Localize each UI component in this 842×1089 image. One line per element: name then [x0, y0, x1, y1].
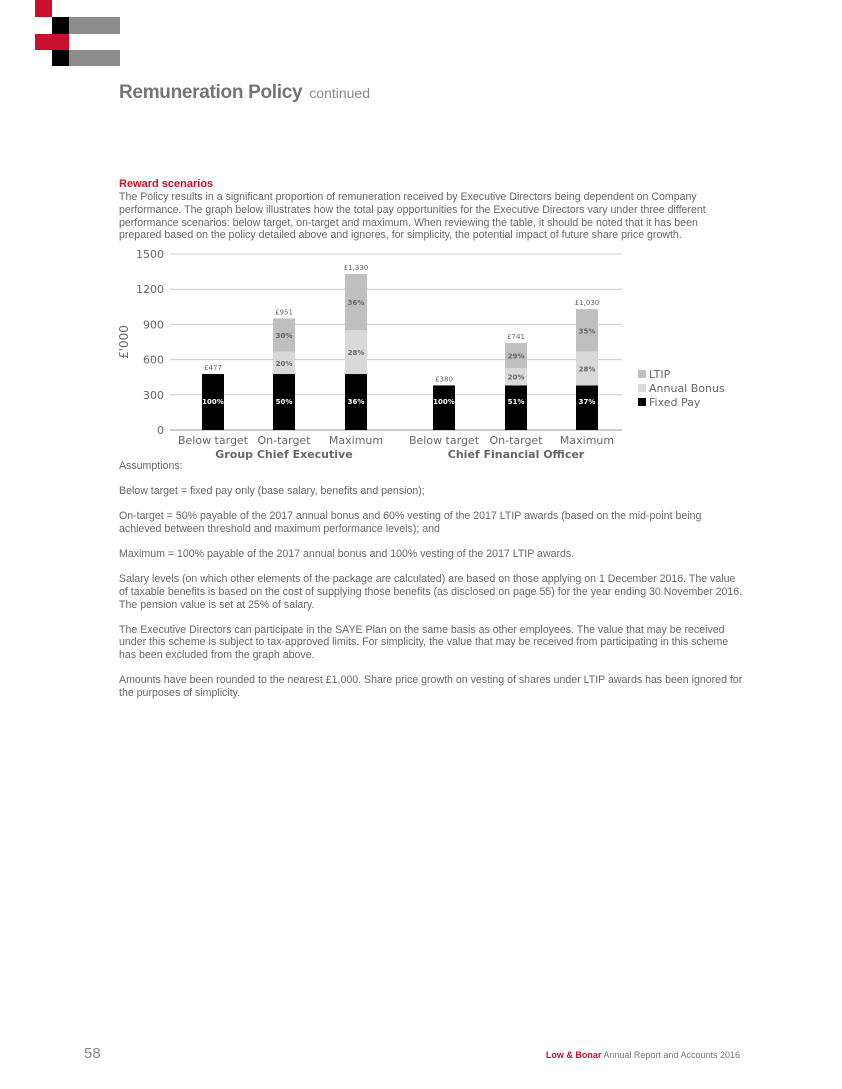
page-title-suffix: continued	[309, 85, 370, 101]
legend-label: LTIP	[649, 368, 671, 381]
fixed-pay-bar	[433, 385, 455, 430]
page-title	[119, 82, 370, 104]
y-tick-label: 600	[143, 353, 164, 367]
bar-total-label: £477	[204, 364, 222, 373]
y-tick-label: 1500	[136, 248, 164, 261]
bar-total-label: £951	[275, 308, 293, 317]
assumption-salary-levels: Salary levels (on which other elements of the package are calculated) are based on those applying on 1 December 2016. The value of taxable benefits is based on the cost of supplying those benefits (as disclosed on page 55) for the year ending 30 November 2016. The pension value is set at 25% of salary.	[119, 573, 743, 611]
footer-credit	[546, 1050, 740, 1060]
bar-percent-label: 29%	[507, 352, 525, 361]
bar-percent-label: 30%	[275, 332, 293, 341]
legend-swatch	[638, 398, 646, 406]
x-category-label: On-target	[257, 434, 311, 447]
bar-percent-label: 37%	[578, 398, 596, 406]
x-category-label: Maximum	[559, 434, 615, 447]
y-axis-label: £'000	[117, 325, 131, 359]
assumption-saye-plan: The Executive Directors can participate in the SAYE Plan on the same basis as other employees. The value that may be received under this scheme is subject to tax-approved limits. For simplicity, the value that may be received from participating in this scheme has been excluded from the graph above.	[119, 623, 729, 661]
footer-report: Annual Report and Accounts 2016	[603, 1050, 740, 1060]
bar-percent-label: 20%	[507, 373, 525, 382]
fixed-pay-bar	[505, 385, 527, 430]
bar-total-label: £1,330	[343, 263, 369, 272]
legend-label: Annual Bonus	[649, 382, 725, 395]
y-tick-label: 300	[143, 388, 164, 402]
bar-total-label: £1,030	[574, 299, 600, 308]
bar-percent-label: 28%	[578, 365, 596, 374]
assumptions-text	[119, 460, 743, 712]
legend-label: Fixed Pay	[649, 396, 701, 409]
x-category-label: Below target	[408, 434, 480, 447]
fixed-pay-bar	[576, 385, 598, 430]
company-logo	[35, 0, 120, 66]
bar-percent-label: 20%	[275, 359, 293, 368]
page-number: 58	[84, 1045, 101, 1062]
y-tick-label: 0	[157, 424, 164, 437]
bar-percent-label: 36%	[347, 398, 365, 406]
bar-percent-label: 28%	[347, 349, 365, 358]
footer-brand: Low & Bonar	[545, 1050, 602, 1060]
assumption-on-target: On-target = 50% payable of the 2017 annual bonus and 60% vesting of the 2017 LTIP awards (based on the mid-point being achieved between threshold and maximum performance levels); and	[119, 510, 702, 535]
legend-swatch	[638, 370, 646, 378]
bar-percent-label: 35%	[578, 327, 596, 336]
intro-paragraph: The Policy results in a significant proportion of remuneration received by Executive Directors being dependent on Company performance. The graph below illustrates how the total pay opportunities for the Executive Directors vary under three different performance scenarios: below target, on-target and maximum. When reviewing the table, it should be noted that it has been prepared based on the policy detailed above and ignores, for simplicity, the potential impact of future share price growth.	[119, 191, 706, 242]
y-tick-label: 1200	[136, 283, 164, 297]
assumptions-heading: Assumptions:	[119, 460, 183, 472]
bar-percent-label: 36%	[347, 299, 365, 308]
bar-percent-label: 51%	[507, 398, 525, 406]
assumption-below-target: Below target = fixed pay only (base salary, benefits and pension);	[119, 485, 425, 498]
assumption-rounding: Amounts have been rounded to the nearest £1,000. Share price growth on vesting of shares under LTIP awards has been ignored for the purposes of simplicity.	[119, 674, 743, 699]
page-title-main: Remuneration Policy	[119, 82, 303, 103]
bar-percent-label: 50%	[275, 398, 293, 406]
assumption-maximum: Maximum = 100% payable of the 2017 annual bonus and 100% vesting of the 2017 LTIP awards.	[119, 548, 575, 561]
bar-total-label: £380	[435, 375, 453, 384]
x-category-label: On-target	[489, 434, 543, 447]
y-tick-label: 900	[143, 318, 164, 332]
bar-total-label: £741	[507, 333, 525, 342]
remuneration-chart	[110, 244, 730, 464]
x-category-label: Maximum	[328, 434, 384, 447]
bar-percent-label: 100%	[433, 398, 455, 406]
section-heading: Reward scenarios	[119, 178, 214, 190]
group-label: Group Chief Executive	[215, 448, 353, 461]
bar-percent-label: 100%	[202, 398, 224, 406]
x-category-label: Below target	[177, 434, 249, 447]
legend-swatch	[638, 384, 646, 392]
group-label: Chief Financial Officer	[447, 448, 585, 461]
